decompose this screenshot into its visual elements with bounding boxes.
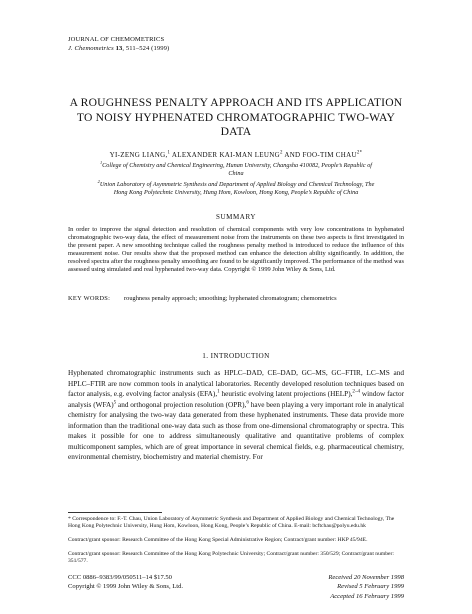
summary-heading: SUMMARY xyxy=(216,213,256,221)
journal-name: JOURNAL OF CHEMOMETRICS xyxy=(68,36,165,43)
citation-2-4: 2–4 xyxy=(352,388,361,395)
citation-6: 6 xyxy=(246,399,249,406)
author-3: AND FOO-TIM CHAU xyxy=(282,151,357,159)
author-3-affil: 2* xyxy=(356,150,363,156)
paper-title xyxy=(40,96,432,140)
footnote-grant-1: Contract/grant sponsor: Research Committee of the Hong Kong Special Administrative Region; Contract/grant number: HKP 45/94E. xyxy=(68,537,368,543)
affiliation-2-line-2: Hong Kong Polytechnic University, Hung Hom, Kowloon, Hong Kong, People’s Republic of China xyxy=(113,189,359,196)
affiliation-1 xyxy=(60,159,412,178)
title-line-3: DATA xyxy=(220,125,252,138)
title-line-1: A ROUGHNESS PENALTY APPROACH AND ITS APPLICATION xyxy=(69,96,403,109)
affiliation-2-line-1: Union Laboratory of Asymmetric Synthesis and Department of Applied Biology and Chemical Technology, The xyxy=(99,181,375,188)
footnote-divider xyxy=(68,512,162,513)
journal-header xyxy=(68,36,169,53)
journal-citation xyxy=(68,45,169,54)
affiliation-2 xyxy=(60,178,412,197)
summary-text: In order to improve the signal detection and resolution of chemical components with very low concentrations in hyphenated chromatographic two-way data, the effect of measurement noise from the instruments on these two aspects is first investigated in the present paper. A new smoothing technique called the roughness penalty method is introduced to reduce the influence of this measurement noise. Our results show that the proposed method can enhance the detection ability significantly. In addition, the resolved spectra after the roughness penalty smoothing are found to be significantly improved. The performance of the method was assessed using simulated and real hyphenated two-way data. Copyright © 1999 John Wiley & Sons, Ltd. xyxy=(68,226,404,274)
title-line-2: TO NOISY HYPHENATED CHROMATOGRAPHIC TWO-WAY xyxy=(76,110,396,124)
citation-5: 5 xyxy=(113,399,117,406)
received-date: Received 20 November 1998 xyxy=(328,574,404,581)
author-2: ALEXANDER KAI-MAN LEUNG xyxy=(170,151,280,159)
journal-volume: 13 xyxy=(115,44,123,52)
affiliation-1-line-2: China xyxy=(228,170,244,177)
copyright-line: Copyright © 1999 John Wiley & Sons, Ltd. xyxy=(68,583,184,591)
section-heading-introduction: 1. INTRODUCTION xyxy=(202,352,270,360)
publication-info xyxy=(68,573,183,592)
keywords xyxy=(68,295,404,303)
introduction-paragraph: Hyphenated chromatographic instruments such as HPLC–DAD, CE–DAD, GC–MS, GC–FTIR, LC–MS and HPLC–FTIR are now common tools in analytical laboratories. Recently developed resolution techniques based on factor analysis, e.g. evolving factor analysis (EFA),$^1$ heuristic evolving latent projections (HELP),$^{2-4}$ window factor analysis (WFA)$^5$ and orthogonal projection resolution (OPR),$^6$ have been playing a very important role in analytical chemistry for analysing the two-way data generated from these hyphenated instruments. These data provide more information than the traditional one-way data such as those from one-dimensional chromatography or spectra. This makes it possible for one to address simultaneously qualitative and quantitative problems of complex multicomponent samples, which are of great importance in several chemical fields, e.g. pharmaceutical chemistry, environmental chemistry, biochemistry and material chemistry. For xyxy=(68,369,405,462)
ccc-code: CCC 0886–9383/99/050511–14 $17.50 xyxy=(68,574,172,581)
keywords-label: KEY WORDS: xyxy=(68,295,111,302)
footnote-correspondence: * Correspondence to: F.-T. Chau, Union Laboratory of Asymmetric Synthesis and Department of Applied Biology and Chemical Technology, The Hong Kong Polytechnic University, Hung Hom, Kowloon, Hong Kong, People’s Republic of China. E-mail: bcftchau@polyu.edu.hk xyxy=(68,516,395,529)
affiliation-1-num: 1 xyxy=(99,159,103,165)
author-list xyxy=(40,151,432,160)
corresponding-mark: * xyxy=(359,150,363,156)
footnote-grant-2: Contract/grant sponsor: Research Committee of the Hong Kong Polytechnic University; Contract/grant number: 350/529; Contract/grant number: 351/577. xyxy=(68,551,394,564)
author-1: YI-ZENG LIANG, xyxy=(109,151,168,159)
author-2-affil: 2 xyxy=(279,150,283,156)
affiliation-2-num: 2 xyxy=(97,178,100,184)
citation-1: 1 xyxy=(217,388,220,395)
journal-pages: , 511–524 (1999) xyxy=(122,44,170,52)
revised-date: Revised 5 February 1999 xyxy=(337,583,404,591)
accepted-date: Accepted 16 February 1999 xyxy=(330,592,404,600)
affiliation-1-line-1: College of Chemistry and Chemical Engineering, Hunan University, Changsha 410082, People’s Republic of xyxy=(102,162,373,169)
keywords-text: roughness penalty approach; smoothing; hyphenated chromatogram; chemometrics xyxy=(124,295,337,302)
journal-abbrev: J. Chemometrics xyxy=(68,44,114,52)
author-1-affil: 1 xyxy=(167,150,171,156)
received-dates xyxy=(328,573,404,601)
